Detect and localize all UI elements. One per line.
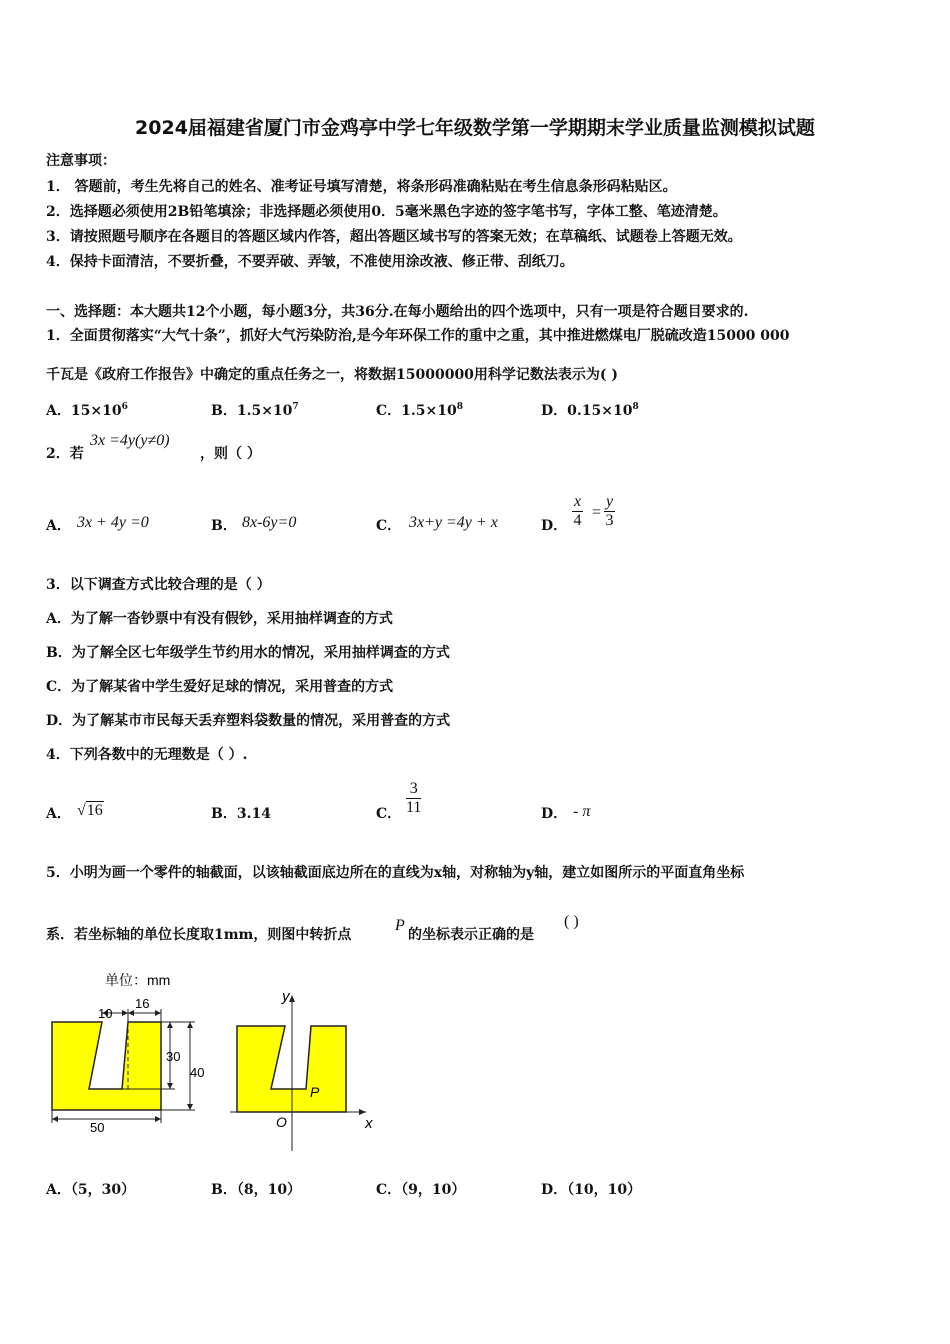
q4-option-b: B．3.14 <box>211 806 271 822</box>
q4-option-c-label: C． <box>376 806 402 822</box>
q2-option-b-label: B． <box>211 518 237 534</box>
part-cross-section-dimensioned <box>52 1022 161 1110</box>
q4-option-a-sqrt: √16 <box>77 802 103 819</box>
q4-stem: 4．下列各数中的无理数是（ ）. <box>46 747 248 763</box>
q2-option-c-expr: 3x+y =4y + x <box>409 514 498 531</box>
q3-option-a: A．为了解一沓钞票中有没有假钞，采用抽样调查的方式 <box>46 611 393 627</box>
dim-label-30: 30 <box>166 1049 181 1064</box>
sqrt-sign-icon: √ <box>77 802 86 819</box>
q2-suffix: ，则（ ） <box>200 446 261 462</box>
origin-label: O <box>276 1114 287 1130</box>
dim-label-16: 16 <box>135 996 150 1011</box>
q2-option-d-label: D． <box>541 518 568 534</box>
q5-stem-line2b: 的坐标表示正确的是 <box>408 927 534 943</box>
section-heading: 一、选择题：本大题共12个小题，每小题3分，共36分.在每小题给出的四个选项中，只有一项是符合题目要求的. <box>46 304 749 320</box>
q3-stem: 3．以下调查方式比较合理的是（ ） <box>46 577 271 593</box>
q5-stem-line2a: 系．若坐标轴的单位长度取1mm，则图中转折点 <box>46 927 352 943</box>
q1-option-c: C．$1.5\times 10^8$ <box>376 402 463 419</box>
q1-stem-line1: 1．全面贯彻落实“大气十条”，抓好大气污染防治,是今年环保工作的重中之重，其中推进燃煤电厂脱硫改造15000 000 <box>46 328 790 344</box>
dim-label-10: 10 <box>98 1006 113 1021</box>
q2-option-d-fraction-right: $\frac{y}{3}$ <box>605 493 614 529</box>
page-title: 2024届福建省厦门市金鸡亭中学七年级数学第一学期期末学业质量监测模拟试题 <box>135 117 815 139</box>
q5-stem-line1: 5．小明为画一个零件的轴截面，以该轴截面底边所在的直线为x轴，对称轴为y轴，建立如图所示的平面直角坐标 <box>46 865 745 881</box>
q4-option-d-expr: - π <box>573 803 591 820</box>
q2-option-d-fraction-left: $\frac{x}{4}$ <box>573 493 582 529</box>
x-axis-label: x <box>365 1115 373 1132</box>
figure-unit-label: 单位：mm <box>105 972 171 988</box>
q5-point-p: P <box>395 917 405 934</box>
q2-option-a-label: A． <box>46 518 71 534</box>
q4-option-a-label: A． <box>46 806 71 822</box>
note-item-2: 2．选择题必须使用2B铅笔填涂；非选择题必须使用0．5毫米黑色字迹的签字笔书写，字体工整、笔迹清楚。 <box>46 204 727 220</box>
q5-answer-paren: ( ) <box>564 913 579 930</box>
q4-option-d-label: D． <box>541 806 568 822</box>
q1-option-a: A．$15\times 10^6$ <box>46 402 128 419</box>
q4-option-c-fraction: $\frac{3}{11}$ <box>406 780 422 816</box>
q5-option-d: D．（10，10） <box>541 1182 642 1198</box>
q2-condition: 3x =4y(y≠0) <box>90 432 170 449</box>
q1-option-d: D．$0.15\times 10^8$ <box>541 402 639 419</box>
q1-stem-line2: 千瓦是《政府工作报告》中确定的重点任务之一，将数据15000000用科学记数法表示为( ) <box>46 367 619 383</box>
y-axis-label: y <box>282 988 290 1005</box>
q1-option-b: B．$1.5\times 10^7$ <box>211 402 299 419</box>
dim-label-40: 40 <box>190 1065 205 1080</box>
note-item-1: 1． 答题前，考生先将自己的姓名、准考证号填写清楚，将条形码准确粘贴在考生信息条形码粘贴区。 <box>46 179 677 195</box>
q5-option-c: C．（9，10） <box>376 1182 466 1198</box>
note-item-4: 4．保持卡面清洁，不要折叠，不要弄破、弄皱，不准使用涂改液、修正带、刮纸刀。 <box>46 254 574 270</box>
q2-prefix: 2．若 <box>46 446 84 462</box>
notes-heading: 注意事项： <box>46 153 116 169</box>
q5-figure <box>40 965 390 1155</box>
q3-option-c: C．为了解某省中学生爱好足球的情况，采用普查的方式 <box>46 679 394 695</box>
q2-option-c-label: C． <box>376 518 402 534</box>
q3-option-d: D．为了解某市市民每天丢弃塑料袋数量的情况，采用普查的方式 <box>46 713 451 729</box>
q2-option-b-expr: 8x-6y=0 <box>242 514 297 531</box>
y-axis-arrow-icon <box>289 995 295 1002</box>
dim-label-50: 50 <box>90 1120 105 1135</box>
q2-option-d-equals: = <box>592 504 602 521</box>
q5-option-b: B．（8，10） <box>211 1182 302 1198</box>
note-item-3: 3．请按照题号顺序在各题目的答题区域内作答，超出答题区域书写的答案无效；在草稿纸、试题卷上答题无效。 <box>46 229 742 245</box>
q2-option-a-expr: 3x + 4y =0 <box>77 514 149 531</box>
point-p-label: P <box>310 1084 320 1100</box>
q3-option-b: B．为了解全区七年级学生节约用水的情况，采用抽样调查的方式 <box>46 645 450 661</box>
q5-option-a: A．（5，30） <box>46 1182 136 1198</box>
